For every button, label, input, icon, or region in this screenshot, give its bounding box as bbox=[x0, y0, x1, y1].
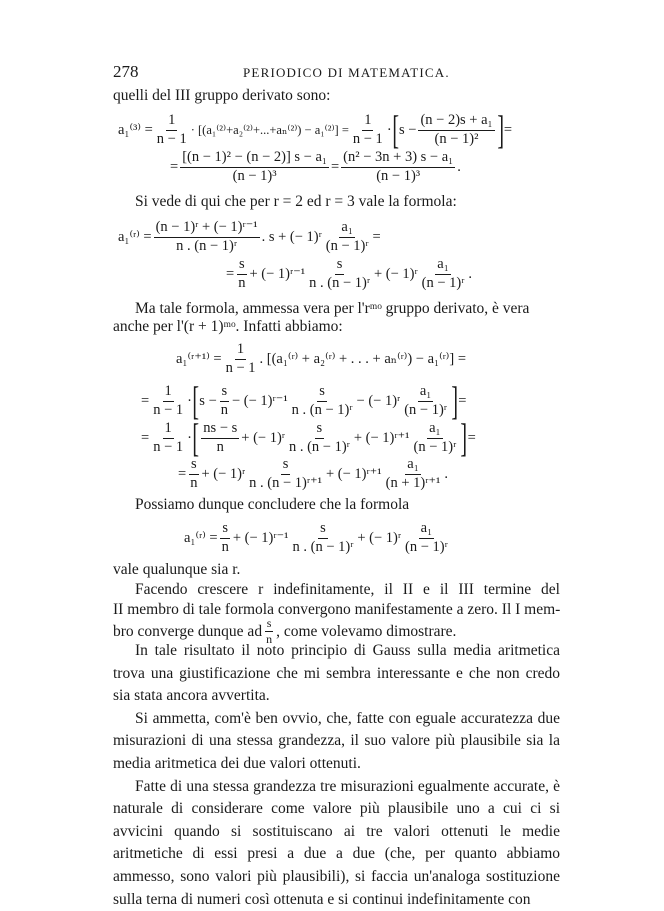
equation-5 bbox=[176, 342, 466, 377]
eq4-frac-2: $\frac{s}{\text{n . (n − 1)ʳ}}$ bbox=[309, 256, 370, 291]
eq8-frac-3: $\frac{\text{a₁}}{\text{(n + 1)ʳ⁺¹}}$ bbox=[385, 456, 441, 491]
eq6-equals: = bbox=[141, 392, 150, 409]
equation-4 bbox=[226, 257, 472, 292]
eq7-frac-2: $\frac{ns - s}{n}$ bbox=[203, 419, 238, 455]
eq8-frac-2: $\frac{s}{\text{n . (n − 1)ʳ⁺¹}}$ bbox=[249, 456, 322, 491]
eq9-term-2: + (− 1)ʳ bbox=[357, 529, 402, 546]
para1-line-2: II membro di tale formola convergono manifestamente a zero. Il I mem- bbox=[113, 601, 561, 618]
text-line-2: Si vede di qui che per r = 2 ed r = 3 vale la formola: bbox=[135, 193, 457, 210]
paragraph-4: Fatte di una stessa grandezza tre misurazioni egualmente accurate, è naturale di considerare come valore più plausibile uno a cui ci si avvicini quando si sostituiscano ai tre valori ottenuti le medie aritmetiche di essi presi a due a due (che, per quanto abbiamo ammesso, sono valori più plausibili), si faccia un'analoga sostituzione sulla terna di numeri così ottenuta e si continui indefinitamente con bbox=[113, 777, 560, 908]
eq2-frac-1: $\frac{\text{[(n − 1)² − (n − 2)] s − a₁}}{\text{(n − 1)³}}$ bbox=[182, 149, 327, 184]
running-title: PERIODICO DI MATEMATICA. bbox=[243, 65, 450, 80]
eq6-s: s − bbox=[199, 392, 217, 409]
eq4-frac-3: $\frac{\text{a₁}}{\text{(n − 1)ʳ}}$ bbox=[421, 256, 465, 291]
eq8-equals: = bbox=[178, 465, 187, 482]
eq4-frac-1: $\frac{s}{n}$ bbox=[238, 256, 246, 291]
eq9-lhs: a₁⁽ʳ⁾ = bbox=[184, 529, 218, 546]
text-line-1: quelli del III gruppo derivato sono: bbox=[113, 87, 331, 104]
eq3-frac-2: $\frac{\text{a₁}}{\text{(n − 1)ʳ}}$ bbox=[325, 219, 369, 254]
paragraph-2: In tale risultato il noto principio di Gauss sulla media aritmetica trova una giustificazione che mi sembra interessante e che non credo sia stata ancora avvertita. bbox=[113, 642, 560, 705]
eq1-frac-2: $\frac{1}{n - 1}$ bbox=[352, 111, 383, 147]
text-line-3a: Ma tale formola, ammessa vera per l'rᵐᵒ gruppo derivato, è vera bbox=[135, 300, 530, 317]
eq4-equals: = bbox=[226, 265, 235, 282]
para1-line-1: Facendo crescere r indefinitamente, il II e il III termine del bbox=[135, 581, 560, 598]
eq4-period: . bbox=[468, 265, 473, 282]
eq7-frac-4: $\frac{\text{a₁}}{\text{(n − 1)ʳ}}$ bbox=[413, 419, 457, 455]
para1-text-d: , come volevamo dimostrare. bbox=[276, 622, 457, 640]
body-paragraphs bbox=[113, 640, 560, 911]
text-line-3b: anche per l'(r + 1)ᵐᵒ. Infatti abbiamo: bbox=[113, 318, 343, 335]
text-line-5: vale qualunque sia r. bbox=[113, 561, 241, 578]
eq6-bracket-close: ] bbox=[451, 378, 458, 423]
eq6-equals-end: = bbox=[458, 392, 467, 409]
eq8-term-2: + (− 1)ʳ⁺¹ bbox=[325, 465, 382, 482]
eq1-lhs: a₁⁽³⁾ = bbox=[118, 121, 153, 138]
eq6-frac-3: $\frac{s}{\text{n . (n − 1)ʳ}}$ bbox=[291, 382, 353, 418]
eq3-frac-1: $\frac{\text{(n − 1)ʳ + (− 1)ʳ⁻¹}}{\text{n . (n − 1)ʳ}}$ bbox=[155, 219, 258, 254]
eq7-bracket-open: [ bbox=[192, 415, 199, 460]
inline-frac-s-over-n: $\frac{s}{n}$ bbox=[266, 616, 273, 647]
page-header bbox=[113, 62, 563, 84]
eq2-period: . bbox=[457, 158, 461, 175]
eq1-bracket-open: [ bbox=[391, 107, 399, 152]
equation-6 bbox=[141, 378, 467, 423]
page-number: 278 bbox=[113, 62, 139, 81]
eq6-frac-1: $\frac{1}{n - 1}$ bbox=[153, 382, 184, 418]
eq8-frac-1: $\frac{s}{n}$ bbox=[190, 456, 198, 491]
eq9-term-1: + (− 1)ʳ⁻¹ bbox=[232, 529, 289, 546]
para1-text-c: bro converge dunque ad bbox=[113, 622, 263, 640]
eq2-frac-2: $\frac{\text{(n² − 3n + 3) s − a₁}}{\text{(n − 1)³}}$ bbox=[343, 149, 454, 184]
eq7-term-2: + (− 1)ʳ⁺¹ bbox=[353, 429, 410, 446]
eq7-equals-end: = bbox=[467, 429, 476, 446]
eq1-frac-3: $\frac{\text{(n − 2)s + a₁}}{\text{(n − 1)²}}$ bbox=[420, 111, 493, 147]
eq6-frac-4: $\frac{\text{a₁}}{\text{(n − 1)ʳ}}$ bbox=[404, 382, 447, 418]
eq6-frac-2: $\frac{s}{n}$ bbox=[220, 382, 228, 418]
eq8-term-1: + (− 1)ʳ bbox=[201, 465, 246, 482]
eq9-frac-1: $\frac{s}{n}$ bbox=[221, 520, 229, 555]
eq1-equals: = bbox=[503, 121, 513, 138]
eq2-equals-2: = bbox=[330, 158, 340, 175]
eq1-dot: · bbox=[386, 121, 392, 138]
eq1-s: s − bbox=[398, 121, 417, 138]
eq6-dot: · bbox=[187, 392, 192, 409]
equation-3 bbox=[118, 220, 381, 255]
equation-7 bbox=[141, 415, 476, 460]
eq8-period: . bbox=[444, 465, 449, 482]
eq7-bracket-close: ] bbox=[460, 415, 468, 460]
eq6-bracket-open: [ bbox=[192, 378, 199, 423]
eq7-frac-1: $\frac{1}{n - 1}$ bbox=[153, 419, 184, 455]
eq6-term-2: − (− 1)ʳ bbox=[356, 392, 401, 409]
eq5-lhs: a₁⁽ʳ⁺¹⁾ = bbox=[176, 350, 222, 367]
eq5-frac-1: $\frac{1}{n - 1}$ bbox=[225, 341, 256, 376]
eq9-frac-3: $\frac{\text{a₁}}{\text{(n − 1)ʳ}}$ bbox=[405, 520, 448, 555]
eq3-equals: = bbox=[372, 228, 381, 245]
eq4-term-1: + (− 1)ʳ⁻¹ bbox=[249, 265, 306, 282]
eq6-term-1: − (− 1)ʳ⁻¹ bbox=[232, 392, 288, 409]
eq1-frac-1: $\frac{1}{n - 1}$ bbox=[156, 111, 187, 147]
eq3-lhs: a₁⁽ʳ⁾ = bbox=[118, 228, 152, 245]
paragraph-3: Si ammetta, com'è ben ovvio, che, fatte con eguale accuratezza due misurazioni di una stessa grandezza, il suo valore più plausibile sia la media aritmetica dei due valori ottenuti. bbox=[113, 709, 560, 772]
eq7-equals: = bbox=[141, 429, 150, 446]
text-line-4: Possiamo dunque concludere che la formola bbox=[135, 496, 410, 513]
eq7-term-1: + (− 1)ʳ bbox=[241, 429, 285, 446]
eq1-middle: · [(a₁⁽²⁾+a₂⁽²⁾+...+aₙ⁽²⁾) − a₁⁽²⁾] = bbox=[190, 123, 349, 137]
eq5-middle: . [(a₁⁽ʳ⁾ + a₂⁽ʳ⁾ + . . . + aₙ⁽ʳ⁾) − a₁⁽ʳ⁾] = bbox=[259, 350, 466, 367]
equation-2 bbox=[170, 150, 461, 185]
eq3-middle: . s + (− 1)ʳ bbox=[261, 228, 322, 245]
equation-8 bbox=[178, 457, 448, 492]
equation-9 bbox=[184, 521, 452, 556]
eq7-frac-3: $\frac{s}{\text{n . (n − 1)ʳ}}$ bbox=[288, 419, 350, 455]
eq2-equals-1: = bbox=[170, 158, 179, 175]
eq4-term-2: + (− 1)ʳ bbox=[373, 265, 418, 282]
eq1-bracket-close: ] bbox=[496, 107, 504, 152]
eq9-frac-2: $\frac{s}{\text{n . (n − 1)ʳ}}$ bbox=[292, 520, 354, 555]
eq7-dot: · bbox=[187, 429, 192, 446]
equation-1 bbox=[118, 107, 513, 152]
